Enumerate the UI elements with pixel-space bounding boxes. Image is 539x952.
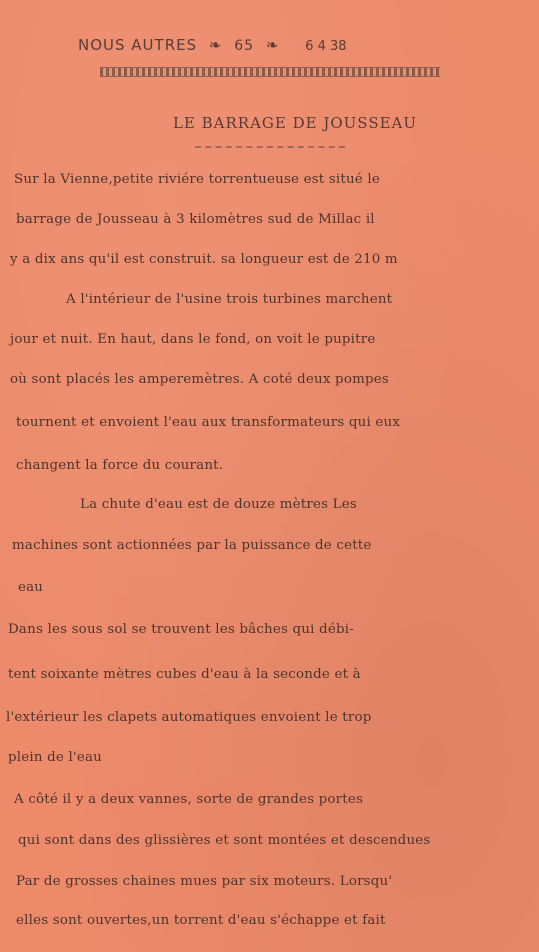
text-line: plein de l'eau (8, 750, 102, 765)
text-line: y a dix ans qu'il est construit. sa longueur est de 210 m (10, 252, 398, 267)
text-line: où sont placés les amperemètres. A coté deux pompes (10, 372, 389, 387)
text-line: barrage de Jousseau à 3 kilomètres sud de Millac il (16, 212, 375, 227)
text-line: Dans les sous sol se trouvent les bâches qui débi- (8, 622, 354, 637)
text-line: La chute d'eau est de douze mètres Les (80, 497, 357, 512)
header-ornament-rule (100, 67, 440, 77)
document-title: LE BARRAGE DE JOUSSEAU (172, 114, 418, 132)
text-line: tournent et envoient l'eau aux transformateurs qui eux (16, 415, 401, 430)
text-line: eau (18, 580, 44, 595)
ornament-icon: ❧ (208, 36, 223, 54)
text-line: Par de grosses chaines mues par six moteurs. Lorsqu' (16, 874, 393, 889)
text-line: l'extérieur les clapets automatiques envoient le trop (6, 710, 372, 725)
ornament-icon: ❧ (265, 36, 280, 54)
title-underline (195, 146, 345, 148)
text-line: A côté il y a deux vannes, sorte de grandes portes (14, 792, 364, 807)
text-line: A l'intérieur de l'usine trois turbines marchent (66, 292, 393, 307)
text-line: changent la force du courant. (16, 458, 224, 473)
journal-name: NOUS AUTRES (78, 36, 198, 54)
text-line: tent soixante mètres cubes d'eau à la seconde et à (8, 667, 361, 682)
text-line: jour et nuit. En haut, dans le fond, on voit le pupitre (10, 332, 376, 347)
text-line: elles sont ouvertes,un torrent d'eau s'échappe et fait (16, 913, 386, 928)
text-line: machines sont actionnées par la puissance de cette (12, 538, 372, 553)
text-line: Sur la Vienne,petite riviére torrentueuse est situé le (14, 172, 380, 187)
issue-date: 6 4 38 (305, 39, 347, 54)
issue-number: 65 (234, 38, 255, 54)
page-header (78, 36, 438, 54)
text-line: qui sont dans des glissières et sont montées et descendues (18, 833, 431, 848)
